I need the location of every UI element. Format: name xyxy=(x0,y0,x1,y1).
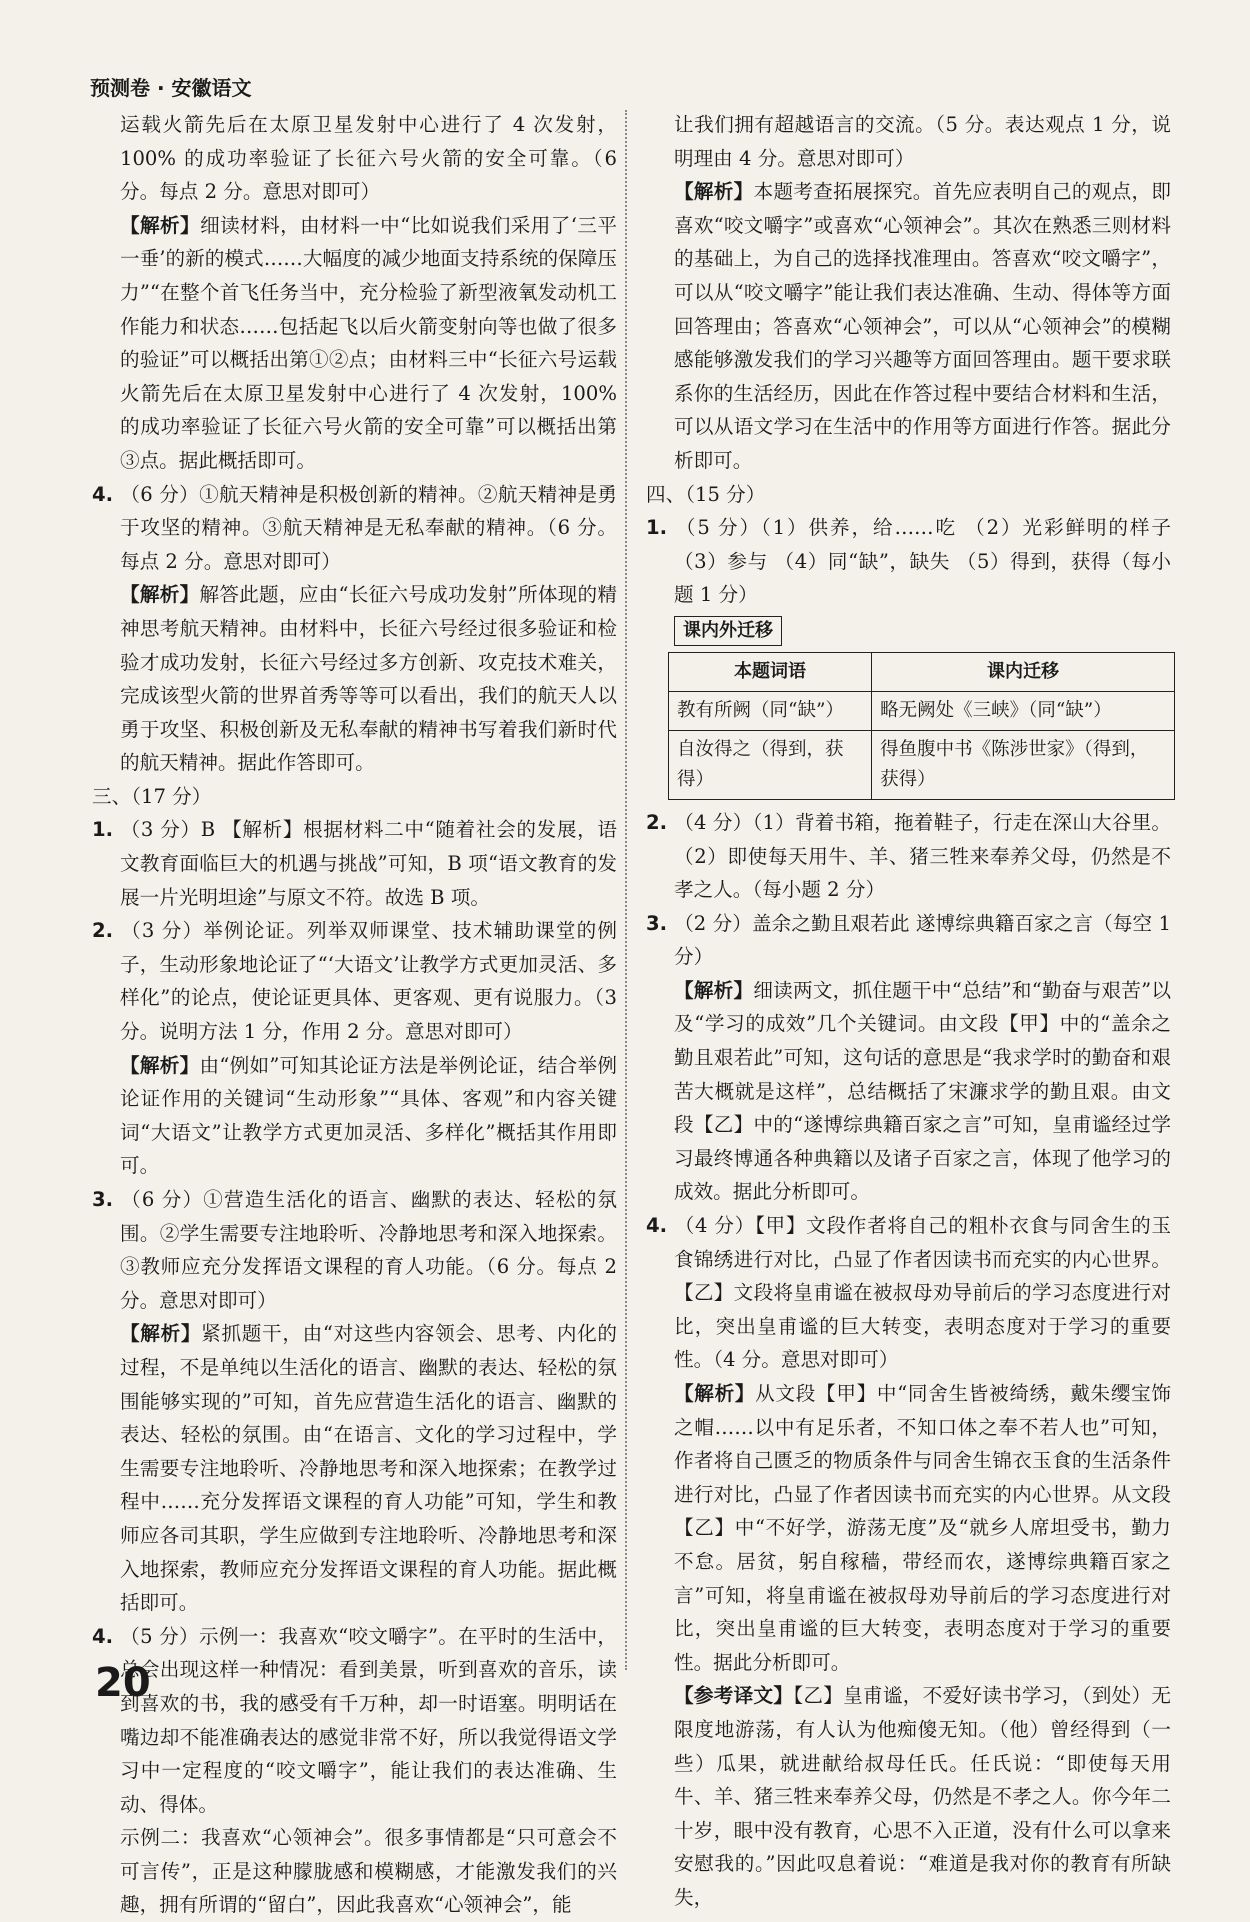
answer-item: 3. （2 分）盖余之勤且艰若此 遂博综典籍百家之言（每空 1 分） xyxy=(646,911,1171,969)
answer-item: 2. （3 分）举例论证。列举双师课堂、技术辅助课堂的例子，生动形象地论证了“‘大语文’让教学方式更加灵活、多样化”的论点，使论证更具体、更客观、更有说服力。（3 分。说明方法 1 分，作用 2 分。意思对即可） xyxy=(92,919,617,1044)
analysis-paragraph: 【解析】由“例如”可知其论证方法是举例论证，结合举例论证作用的关键词“生动形象”“具体、客观”和内容关键词“大语文”让教学方式更加灵活、多样化”概括其作用即可。 xyxy=(120,1053,617,1178)
analysis-paragraph: 【解析】解答此题，应由“长征六号成功发射”所体现的精神思考航天精神。由材料中，长征六号经过很多验证和检验才成功发射，长征六号经过多方创新、攻克技术难关，完成该型火箭的世界首秀等等可以看出，我们的航天人以勇于攻坚、积极创新及无私奉献的精神书写着我们新时代的航天精神。据此作答即可。 xyxy=(120,583,617,775)
answer-item: 3. （6 分）①营造生活化的语言、幽默的表达、轻松的氛围。②学生需要专注地聆听、冷静地思考和深入地探索。③教师应充分发挥语文课程的育人功能。（6 分。每点 2 分。意思对即可） xyxy=(92,1188,617,1312)
table-header: 本题词语 xyxy=(669,652,872,691)
answer-item: 4. （4 分）【甲】文段作者将自己的粗朴衣食与同舍生的玉食锦绣进行对比，凸显了作者因读书而充实的内心世界。【乙】文段将皇甫谧在被叔母劝导前后的学习态度进行对比，突出皇甫谧的巨大转变，表明态度对于学习的重要性。（4 分。意思对即可） xyxy=(646,1214,1171,1372)
reference-translation: 【参考译文】【乙】皇甫谧，不爱好读书学习，（到处）无限度地游荡，有人认为他痴傻无知。（他）曾经得到（一些）瓜果，就进献给叔母任氏。任氏说：“即使每天用牛、羊、猪三牲来奉养父母，仍然是不孝之人。你今年二十岁，眼中没有教育，心思不入正道，没有什么可以拿来安慰我的。”因此叹息着说：“难道是我对你的教育有所缺失， xyxy=(674,1684,1171,1909)
page-header: 预测卷 · 安徽语文 xyxy=(90,76,252,100)
answer-item: 2. （4 分）（1）背着书箱，拖着鞋子，行走在深山大谷里。（2）即使每天用牛、羊、猪三牲来奉养父母，仍然是不孝之人。（每小题 2 分） xyxy=(646,810,1171,902)
answer-item: 1. （3 分）B 【解析】根据材料二中“随着社会的发展，语文教育面临巨大的机遇与挑战”可知，B 项“语文教育的发展一片光明坦途”与原文不符。故选 B 项。 xyxy=(92,818,617,909)
analysis-paragraph: 【解析】从文段【甲】中“同舍生皆被绮绣，戴朱缨宝饰之帽……以中有足乐者，不知口体之奉不若人也”可知，作者将自己匮乏的物质条件与同舍生锦衣玉食的生活条件进行对比，凸显了作者因读书而充实的内心世界。从文段【乙】中“不好学，游荡无度”及“就乡人席坦受书，勤力不怠。居贫，躬自稼穑，带经而农，遂博综典籍百家之言”可知，将皇甫谧在被叔母劝导前后的学习态度进行对比，突出皇甫谧的巨大转变，表明态度对于学习的重要性。据此分析即可。 xyxy=(674,1382,1171,1674)
answer-continuation: 让我们拥有超越语言的交流。（5 分。表达观点 1 分，说明理由 4 分。意思对即可） xyxy=(674,113,1171,170)
answer-continuation: 示例二：我喜欢“心领神会”。很多事情都是“只可意会不可言传”，正是这种朦胧感和模糊感，才能激发我们的兴趣，拥有所谓的“留白”，因此我喜欢“心领神会”，能 xyxy=(120,1826,617,1917)
analysis-paragraph: 【解析】细读材料，由材料一中“比如说我们采用了‘三平一垂’的新的模式……大幅度的减少地面支持系统的保障压力”“在整个首飞任务当中，充分检验了新型液氧发动机工作能力和状态……包括起飞以后火箭变射向等也做了很多的验证”可以概括出第①②点；由材料三中“长征六号运载火箭先后在太原卫星发射中心进行了 4 次发射，100% 的成功率验证了长征六号火箭的安全可靠”可以概括出第③点。据此概括即可。 xyxy=(120,213,618,472)
answer-item: 4. （6 分）①航天精神是积极创新的精神。②航天精神是勇于攻坚的精神。③航天精神是无私奉献的精神。（6 分。每点 2 分。意思对即可） xyxy=(92,482,617,573)
table-cell: 自汝得之（得到，获得） xyxy=(669,730,872,799)
analysis-paragraph: 【解析】细读两文，抓住题干中“总结”和“勤奋与艰苦”以及“学习的成效”几个关键词。由文段【甲】中的“盖余之勤且艰若此”可知，这句话的意思是“我求学时的勤奋和艰苦大概就是这样”，总结概括了宋濂求学的勤且艰。由文段【乙】中的“遂博综典籍百家之言”可知，皇甫谧经过学习最终博通各种典籍以及诸子百家之言，体现了他学习的成效。据此分析即可。 xyxy=(674,978,1171,1204)
transfer-table-title: 课内外迁移 xyxy=(674,616,782,646)
section-heading: 四、（15 分） xyxy=(646,482,766,506)
table-cell: 略无阙处《三峡》（同“缺”） xyxy=(872,691,1175,730)
left-column xyxy=(92,108,617,1922)
table-row xyxy=(669,691,1175,730)
answer-item: 4. （5 分）示例一：我喜欢“咬文嚼字”。在平时的生活中，总会出现这样一种情况：看到美景，听到喜欢的音乐，读到喜欢的书，我的感受有千万种，却一时语塞。明明话在嘴边却不能准确表达的感觉非常不好，所以我觉得语文学习中一定程度的“咬文嚼字”，能让我们的表达准确、生动、得体。 xyxy=(92,1624,617,1816)
answer-item: 1. （5 分）（1）供养，给……吃 （2）光彩鲜明的样子 （3）参与 （4）同“缺”，缺失 （5）得到，获得（每小题 1 分） xyxy=(646,516,1171,607)
table-cell: 教有所阙（同“缺”） xyxy=(669,691,872,730)
table-row xyxy=(669,730,1175,799)
table-cell: 得鱼腹中书《陈涉世家》（得到，获得） xyxy=(872,730,1175,799)
analysis-paragraph: 【解析】紧抓题干，由“对这些内容领会、思考、内化的过程，不是单纯以生活化的语言、幽默的表达、轻松的氛围能够实现的”可知，首先应营造生活化的语言、幽默的表达、轻松的氛围。由“在语言、文化的学习过程中，学生需要专注地聆听、冷静地思考和深入地探索；在教学过程中……充分发挥语文课程的育人功能”可知，学生和教师应各司其职，学生应做到专注地聆听、冷静地思考和深入地探索，教师应充分发挥语文课程的育人功能。据此概括即可。 xyxy=(120,1322,617,1615)
section-heading: 三、（17 分） xyxy=(92,784,212,808)
transfer-table xyxy=(668,652,1175,800)
page-number: 20 xyxy=(95,1660,151,1706)
answer-continuation: 运载火箭先后在太原卫星发射中心进行了 4 次发射，100% 的成功率验证了长征六号火箭的安全可靠。（6 分。每点 2 分。意思对即可） xyxy=(120,113,617,204)
transfer-box xyxy=(646,612,1171,650)
column-divider xyxy=(625,110,627,1670)
right-column xyxy=(646,108,1171,1915)
analysis-paragraph: 【解析】本题考查拓展探究。首先应表明自己的观点，即喜欢“咬文嚼字”或喜欢“心领神会”。其次在熟悉三则材料的基础上，为自己的选择找准理由。答喜欢“咬文嚼字”，可以从“咬文嚼字”能让我们表达准确、生动、得体等方面回答理由；答喜欢“心领神会”，可以从“心领神会”的模糊感能够激发我们的学习兴趣等方面回答理由。题干要求联系你的生活经历，因此在作答过程中要结合材料和生活，可以从语文学习在生活中的作用等方面进行作答。据此分析即可。 xyxy=(674,180,1172,472)
table-header: 课内迁移 xyxy=(872,652,1175,691)
